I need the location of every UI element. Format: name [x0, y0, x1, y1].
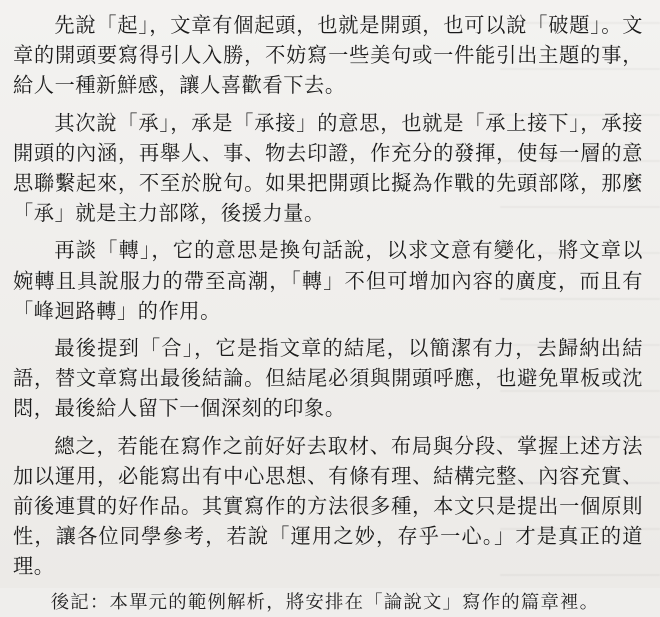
postscript-note: 後記：本單元的範例解析，將安排在「論說文」寫作的篇章裡。	[50, 591, 600, 613]
paragraph-conclusion: 總之，若能在寫作之前好好去取材、布局與分段、掌握上述方法加以運用，必能寫出有中心思想、有條有理、結構完整、內容充實、前後連貫的好作品。其實寫作的方法很多種，本文只是提出一個原則性，讓各位同學參考，若說「運用之妙，存乎一心。」才是真正的道理。	[13, 433, 643, 579]
paragraph-zhuan: 再談「轉」，它的意思是換句話說，以求文意有變化，將文章以婉轉且具說服力的帶至高潮，「轉」不但可增加內容的廣度，而且有「峰迴路轉」的作用。	[13, 238, 643, 323]
article-body	[13, 10, 643, 617]
paragraph-he: 最後提到「合」，它是指文章的結尾，以簡潔有力，去歸納出結語，替文章寫出最後結論。但結尾必須與開頭呼應，也避免單板或沈悶，最後給人留下一個深刻的印象。	[13, 336, 643, 421]
paragraph-qi: 先說「起」，文章有個起頭，也就是開頭，也可以說「破題」。文章的開頭要寫得引人入勝，不妨寫一些美句或一件能引出主題的事，給人一種新鮮感，讓人喜歡看下去。	[13, 13, 643, 98]
paragraph-cheng: 其次說「承」，承是「承接」的意思，也就是「承上接下」，承接開頭的內涵，再舉人、事、物去印證，作充分的發揮，使每一層的意思聯繫起來，不至於脫句。如果把開頭比擬為作戰的先頭部隊，那麼「承」就是主力部隊，後援力量。	[13, 110, 643, 226]
